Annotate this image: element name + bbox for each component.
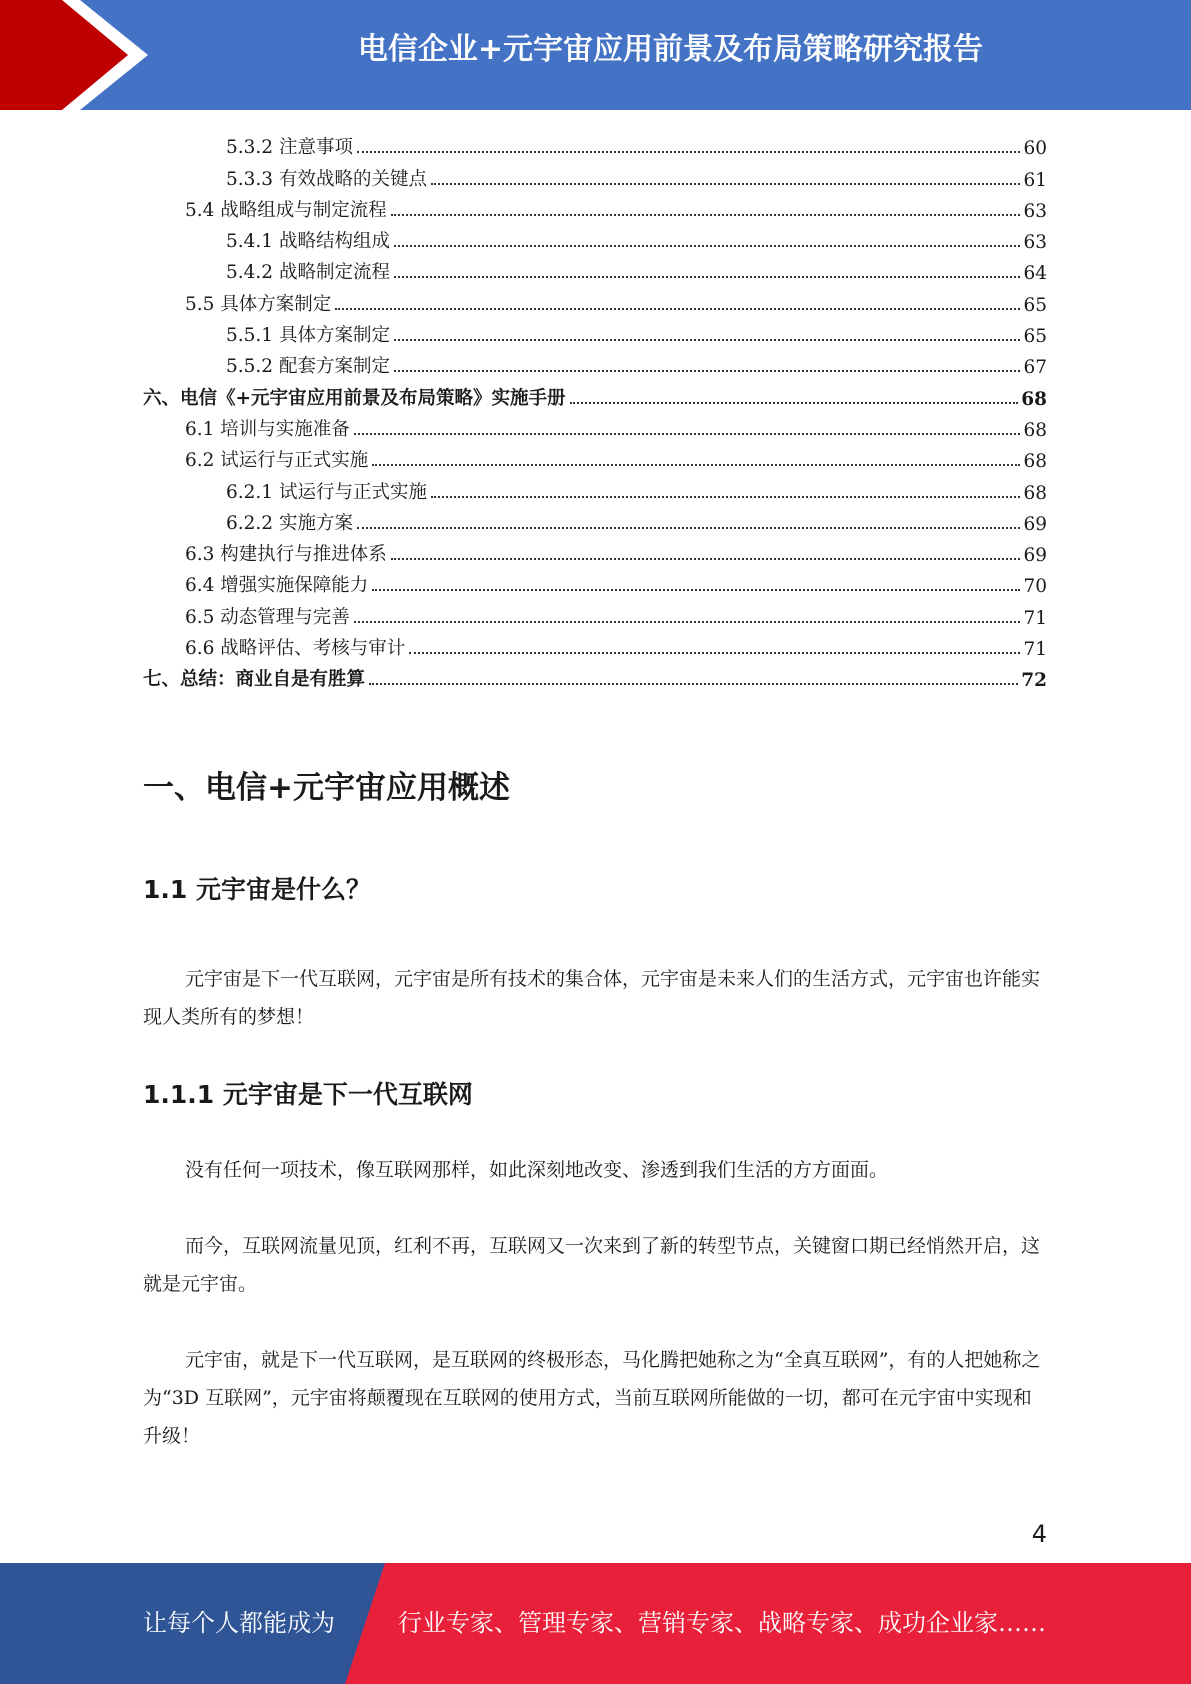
section-heading: 1.1 元宇宙是什么？ xyxy=(143,875,371,904)
toc-entry-title: 6.2 试运行与正式实施 xyxy=(185,450,369,472)
toc-leader-dots xyxy=(369,682,1018,685)
toc-entry[interactable] xyxy=(143,535,1047,566)
toc-entry[interactable] xyxy=(143,159,1047,190)
toc-entry-title: 5.5.2 配套方案制定 xyxy=(226,356,390,378)
toc-entry-page: 65 xyxy=(1023,326,1047,348)
paragraph: 元宇宙是下一代互联网，元宇宙是所有技术的集合体，元宇宙是未来人们的生活方式，元宇宙也许能实现人类所有的梦想！ xyxy=(143,968,1041,1028)
toc-leader-dots xyxy=(354,432,1021,435)
footer-slogan-left: 让每个人都能成为 xyxy=(143,1609,335,1637)
toc-leader-dots xyxy=(391,213,1021,216)
toc-entry-page: 71 xyxy=(1023,607,1047,629)
toc-entry-title: 6.3 构建执行与推进体系 xyxy=(185,544,387,566)
toc-leader-dots xyxy=(394,275,1020,278)
toc-entry-page: 64 xyxy=(1023,263,1047,285)
toc-entry-page: 68 xyxy=(1023,451,1047,473)
toc-entry[interactable] xyxy=(143,597,1047,628)
toc-leader-dots xyxy=(357,526,1021,529)
toc-entry-page: 63 xyxy=(1023,232,1047,254)
paragraph: 元宇宙，就是下一代互联网，是互联网的终极形态，马化腾把她称之为“全真互联网”，有的人把她称之为“3D 互联网”，元宇宙将颠覆现在互联网的使用方式，当前互联网所能做的一切，都可在元宇宙中实现和升级！ xyxy=(143,1349,1041,1447)
toc-entry-title: 6.5 动态管理与完善 xyxy=(185,606,350,628)
toc-entry[interactable] xyxy=(143,378,1047,409)
toc-entry-page: 60 xyxy=(1023,138,1047,160)
paragraph: 而今，互联网流量见顶，红利不再，互联网又一次来到了新的转型节点，关键窗口期已经悄然开启，这就是元宇宙。 xyxy=(143,1235,1041,1295)
toc-leader-dots xyxy=(354,620,1021,623)
toc-entry[interactable] xyxy=(143,472,1047,503)
toc-entry[interactable] xyxy=(143,441,1047,472)
toc-entry-page: 68 xyxy=(1023,482,1047,504)
toc-leader-dots xyxy=(357,150,1021,153)
toc-entry-page: 68 xyxy=(1021,388,1047,410)
toc-entry-page: 72 xyxy=(1021,670,1047,692)
toc-entry-page: 67 xyxy=(1023,357,1047,379)
toc-entry[interactable] xyxy=(143,566,1047,597)
toc-entry-page: 68 xyxy=(1023,419,1047,441)
toc-entry-page: 69 xyxy=(1023,545,1047,567)
toc-entry-title: 5.5 具体方案制定 xyxy=(185,293,332,315)
toc-entry-title: 七、总结：商业自是有胜算 xyxy=(143,669,366,691)
toc-leader-dots xyxy=(372,463,1020,466)
report-title: 电信企业+元宇宙应用前景及布局策略研究报告 xyxy=(357,32,984,67)
toc-entry[interactable] xyxy=(143,410,1047,441)
toc-entry-page: 61 xyxy=(1023,169,1047,191)
toc-entry[interactable] xyxy=(143,222,1047,253)
toc-entry[interactable] xyxy=(143,316,1047,347)
toc-entry[interactable] xyxy=(143,347,1047,378)
toc-entry-page: 69 xyxy=(1023,513,1047,535)
footer-slogan-right: 行业专家、管理专家、营销专家、战略专家、成功企业家…… xyxy=(398,1609,1046,1637)
toc-leader-dots xyxy=(394,244,1020,247)
toc-entry[interactable] xyxy=(143,253,1047,284)
toc-entry-title: 6.4 增强实施保障能力 xyxy=(185,575,369,597)
toc-entry-title: 六、电信《+元宇宙应用前景及布局策略》实施手册 xyxy=(143,387,566,409)
subsection-heading: 1.1.1 元宇宙是下一代互联网 xyxy=(143,1080,473,1109)
toc-leader-dots xyxy=(394,338,1020,341)
toc-entry[interactable] xyxy=(143,128,1047,159)
toc-entry[interactable] xyxy=(143,284,1047,315)
chapter-heading: 一、电信+元宇宙应用概述 xyxy=(143,770,510,806)
toc-entry[interactable] xyxy=(143,660,1047,691)
toc-entry[interactable] xyxy=(143,191,1047,222)
toc-leader-dots xyxy=(570,401,1019,404)
toc-entry-title: 5.4.1 战略结构组成 xyxy=(226,231,390,253)
toc-entry[interactable] xyxy=(143,504,1047,535)
page-footer xyxy=(0,1563,1191,1684)
toc-entry-page: 65 xyxy=(1023,294,1047,316)
toc-entry-title: 6.2.1 试运行与正式实施 xyxy=(226,481,427,503)
toc-leader-dots xyxy=(372,588,1020,591)
toc-leader-dots xyxy=(394,369,1020,372)
page-number: 4 xyxy=(1031,1520,1047,1548)
toc-entry-title: 6.2.2 实施方案 xyxy=(226,512,353,534)
toc-leader-dots xyxy=(335,307,1020,310)
toc-entry-title: 5.4 战略组成与制定流程 xyxy=(185,199,387,221)
toc-entry-title: 5.5.1 具体方案制定 xyxy=(226,325,390,347)
table-of-contents xyxy=(143,128,1047,691)
toc-leader-dots xyxy=(391,557,1021,560)
toc-entry-page: 63 xyxy=(1023,200,1047,222)
toc-entry[interactable] xyxy=(143,629,1047,660)
toc-entry-title: 6.1 培训与实施准备 xyxy=(185,418,350,440)
toc-leader-dots xyxy=(431,495,1020,498)
toc-entry-title: 5.3.2 注意事项 xyxy=(226,137,353,159)
toc-entry-page: 71 xyxy=(1023,639,1047,661)
toc-entry-title: 5.3.3 有效战略的关键点 xyxy=(226,168,427,190)
toc-entry-page: 70 xyxy=(1023,576,1047,598)
toc-leader-dots xyxy=(431,182,1020,185)
page-header xyxy=(0,0,1191,110)
toc-entry-title: 5.4.2 战略制定流程 xyxy=(226,262,390,284)
paragraph: 没有任何一项技术，像互联网那样，如此深刻地改变、渗透到我们生活的方方面面。 xyxy=(185,1159,889,1181)
toc-leader-dots xyxy=(409,651,1020,654)
toc-entry-title: 6.6 战略评估、考核与审计 xyxy=(185,638,406,660)
